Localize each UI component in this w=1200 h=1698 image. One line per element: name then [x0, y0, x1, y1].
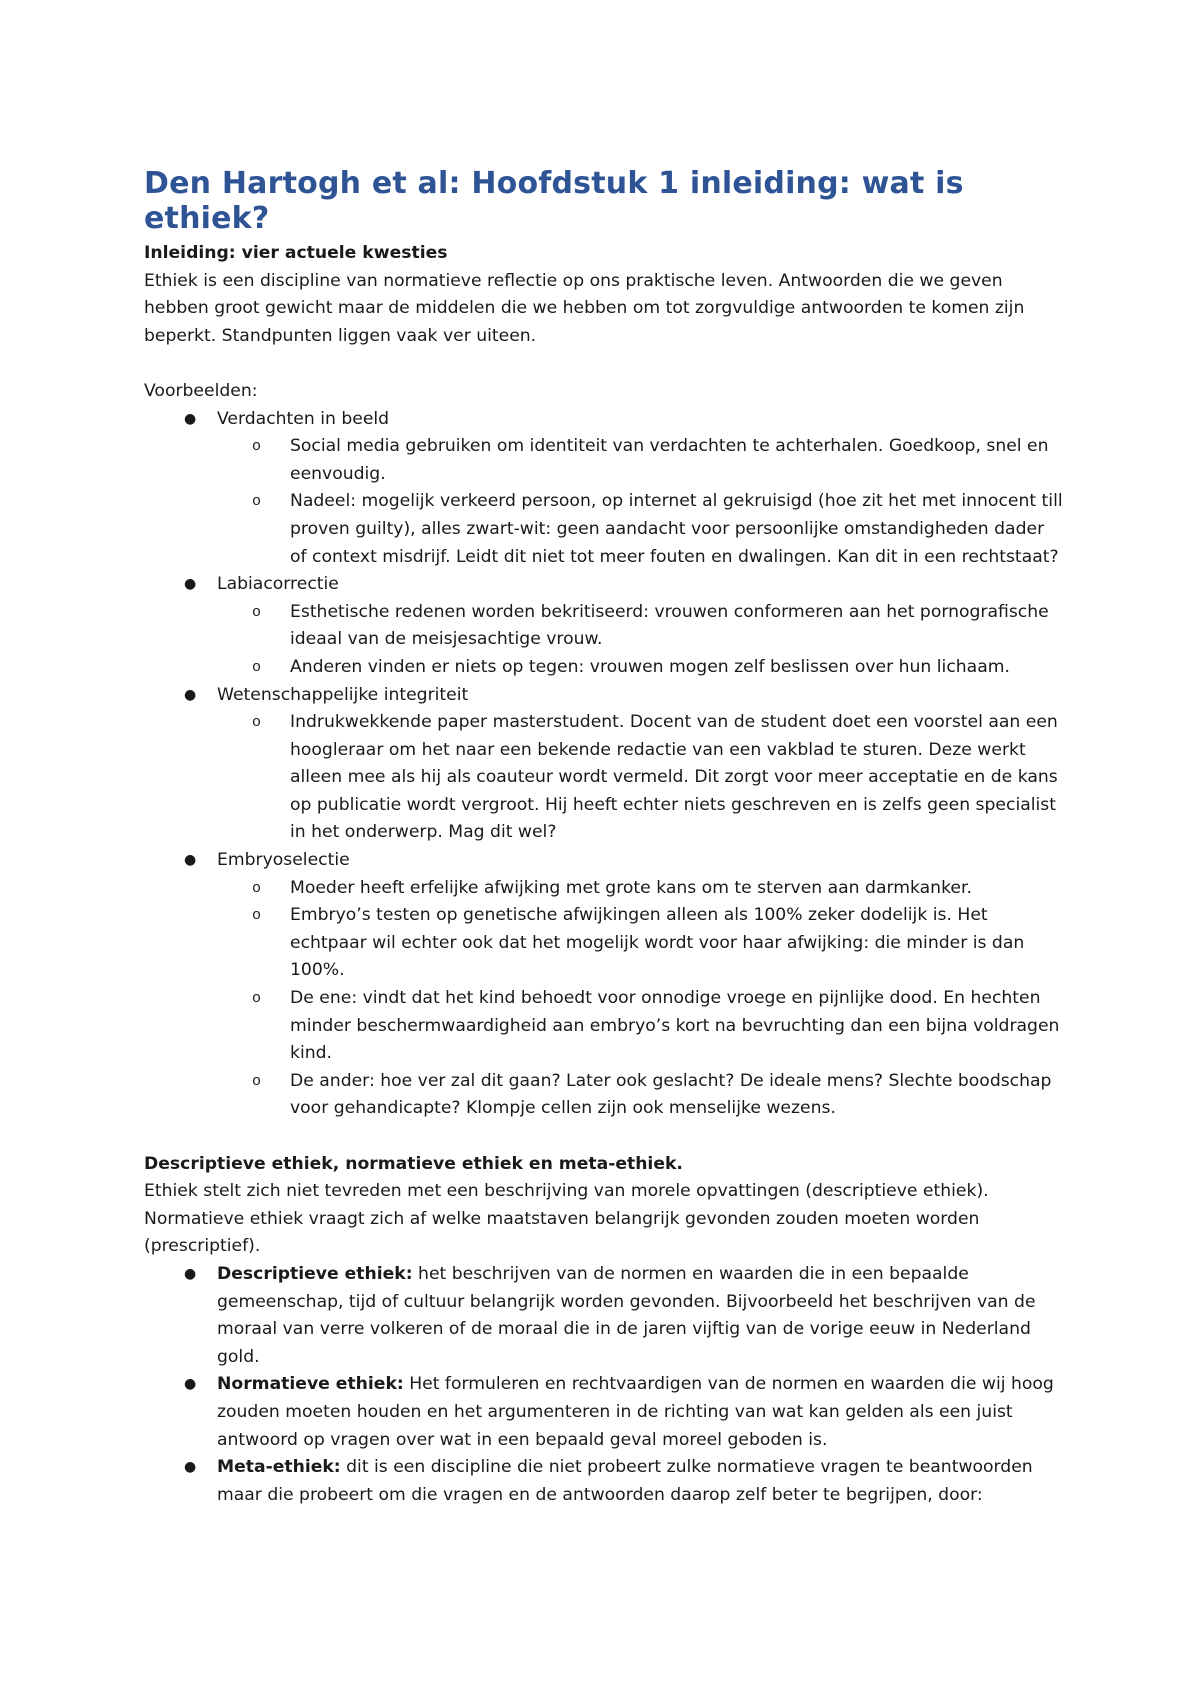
definition-term: Meta-ethiek:	[217, 1457, 341, 1478]
sub-list-item	[217, 599, 1064, 654]
list-item	[144, 1454, 1064, 1509]
list-item	[144, 682, 1064, 848]
circle-bullet-icon: o	[252, 1072, 262, 1090]
bullet-icon: ●	[184, 1376, 197, 1393]
spacer	[144, 350, 1064, 378]
definition-text: het beschrijven van de normen en waarden die in een bepaalde gemeenschap, tijd of cultuur belangrijk worden gevonden. Bijvoorbeeld het beschrijven van de moraal van verre volkeren of de moraal die in de jaren vijftig van de vorige eeuw in Nederland gold.	[217, 1263, 1036, 1367]
definition-term: Descriptieve ethiek:	[217, 1263, 413, 1284]
bullet-icon: ●	[184, 686, 197, 703]
sub-list-item	[217, 902, 1064, 985]
section-intro-inleiding: Ethiek is een discipline van normatieve reflectie op ons praktische leven. Antwoorden die we geven hebben groot gewicht maar de middelen die we hebben om tot zorgvuldige antwoorden te komen zijn beperkt. Standpunten liggen vaak ver uiteen.	[144, 270, 1025, 346]
definition-term: Normatieve ethiek:	[217, 1374, 404, 1395]
circle-bullet-icon: o	[252, 493, 262, 511]
list-item-label: Labiacorrectie	[217, 574, 339, 595]
bullet-icon: ●	[184, 1459, 197, 1476]
sub-list-item	[217, 654, 1064, 682]
definitions-list	[144, 1261, 1064, 1509]
document-page	[144, 166, 1064, 1509]
sub-list-item	[217, 1068, 1064, 1123]
list-item	[144, 1371, 1064, 1454]
list-item	[144, 1261, 1064, 1371]
list-item	[144, 571, 1064, 681]
list-item-label: Wetenschappelijke integriteit	[217, 684, 469, 705]
circle-bullet-icon: o	[252, 438, 262, 456]
sub-list-item	[217, 433, 1064, 488]
document-body	[144, 240, 1064, 1509]
list-item-label: Verdachten in beeld	[217, 408, 390, 429]
sub-list	[217, 709, 1064, 847]
circle-bullet-icon: o	[252, 658, 262, 676]
sub-list-item	[217, 488, 1064, 571]
list-item-label: Embryoselectie	[217, 850, 350, 871]
sub-list-item-text: Social media gebruiken om identiteit van verdachten te achterhalen. Goedkoop, snel en eenvoudig.	[290, 436, 1049, 484]
sub-list-item-text: Nadeel: mogelijk verkeerd persoon, op internet al gekruisigd (hoe zit het met innocent till proven guilty), alles zwart-wit: geen aandacht voor persoonlijke omstandigheden dader of context misdrijf. Leidt dit niet tot meer fouten en dwalingen. Kan dit in een rechtstaat?	[290, 491, 1063, 567]
sub-list-item-text: Anderen vinden er niets op tegen: vrouwen mogen zelf beslissen over hun lichaam.	[290, 656, 1010, 677]
circle-bullet-icon: o	[252, 990, 262, 1008]
sub-list-item	[217, 875, 1064, 903]
definition-text: Het formuleren en rechtvaardigen van de normen en waarden die wij hoog zouden moeten houden en het argumenteren in de richting van wat kan gelden als een juist antwoord op vragen over wat in een bepaald geval moreel geboden is.	[217, 1374, 1054, 1450]
bullet-icon: ●	[184, 410, 197, 427]
circle-bullet-icon: o	[252, 879, 262, 897]
bullet-icon: ●	[184, 1265, 197, 1282]
spacer	[144, 1123, 1064, 1151]
section-heading-inleiding: Inleiding: vier actuele kwesties	[144, 243, 448, 263]
examples-label: Voorbeelden:	[144, 380, 258, 401]
bullet-icon: ●	[184, 852, 197, 869]
sub-list-item-text: Moeder heeft erfelijke afwijking met grote kans om te sterven aan darmkanker.	[290, 877, 972, 898]
sub-list-item-text: Embryo’s testen op genetische afwijkingen alleen als 100% zeker dodelijk is. Het echtpaar wil echter ook dat het mogelijk wordt voor haar afwijking: die minder is dan 100%.	[290, 905, 1025, 981]
section-intro-ethiek: Ethiek stelt zich niet tevreden met een beschrijving van morele opvattingen (descriptieve ethiek). Normatieve ethiek vraagt zich af welke maatstaven belangrijk gevonden zouden moeten worden (prescriptief).	[144, 1181, 989, 1257]
sub-list-item-text: De ander: hoe ver zal dit gaan? Later ook geslacht? De ideale mens? Slechte boodschap voor gehandicapte? Klompje cellen zijn ook menselijke wezens.	[290, 1070, 1052, 1119]
list-item	[144, 847, 1064, 1123]
list-item	[144, 406, 1064, 572]
bullet-icon: ●	[184, 576, 197, 593]
sub-list-item-text: De ene: vindt dat het kind behoedt voor onnodige vroege en pijnlijke dood. En hechten minder beschermwaardigheid aan embryo’s kort na bevruchting dan een bijna voldragen kind.	[290, 988, 1060, 1064]
section-heading-ethiek: Descriptieve ethiek, normatieve ethiek en meta-ethiek.	[144, 1153, 683, 1174]
circle-bullet-icon: o	[252, 603, 262, 621]
sub-list	[217, 875, 1064, 1123]
circle-bullet-icon: o	[252, 714, 262, 732]
sub-list-item-text: Indrukwekkende paper masterstudent. Docent van de student doet een voorstel aan een hoogleraar om het naar een bekende redactie van een vakblad te sturen. Deze werkt alleen mee als hij als coauteur wordt vermeld. Dit zorgt voor meer acceptatie en de kans op publicatie wordt vergroot. Hij heeft echter niets geschreven en is zelfs geen specialist in het onderwerp. Mag dit wel?	[290, 712, 1058, 843]
circle-bullet-icon: o	[252, 907, 262, 925]
sub-list-item	[217, 709, 1064, 847]
examples-list	[144, 406, 1064, 1123]
sub-list-item-text: Esthetische redenen worden bekritiseerd: vrouwen conformeren aan het pornografische ideaal van de meisjesachtige vrouw.	[290, 601, 1049, 650]
document-title: Den Hartogh et al: Hoofdstuk 1 inleiding: wat is ethiek?	[144, 166, 964, 236]
sub-list	[217, 599, 1064, 682]
sub-list-item	[217, 985, 1064, 1068]
sub-list	[217, 433, 1064, 571]
definition-text: dit is een discipline die niet probeert zulke normatieve vragen te beantwoorden maar die probeert om die vragen en de antwoorden daarop zelf beter te begrijpen, door:	[217, 1457, 1033, 1505]
